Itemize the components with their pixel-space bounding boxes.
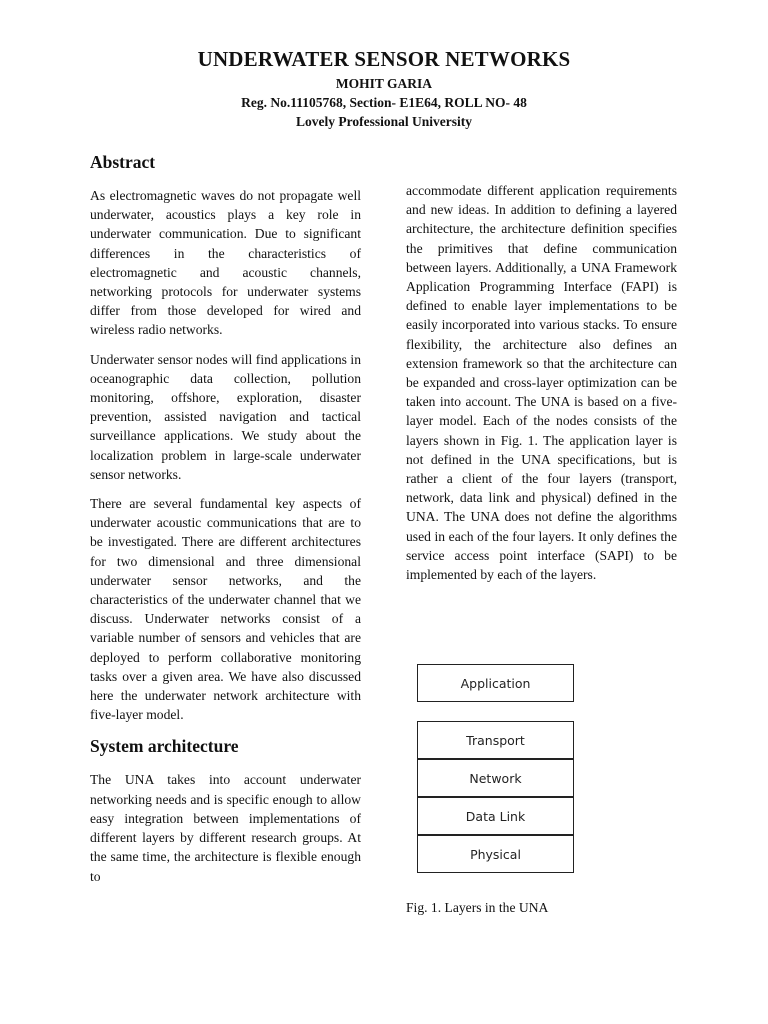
- figure-caption: Fig. 1. Layers in the UNA: [406, 900, 549, 915]
- abstract-paragraph-1: As electromagnetic waves do not propagate well underwater, acoustics plays a key role in underwater communication. Due to significant differences in the characteristics of electromagnetic and acoustic channels, networking protocols for underwater systems differ from those developed for wired and wireless radio networks.: [90, 188, 361, 338]
- layer-data-link: Data Link: [417, 797, 574, 835]
- layer-transport: Transport: [417, 721, 574, 759]
- paper-title: UNDERWATER SENSOR NETWORKS: [197, 47, 571, 71]
- registration-line: Reg. No.11105768, Section- E1E64, ROLL NO- 48: [241, 95, 527, 110]
- university-name: Lovely Professional University: [296, 114, 472, 129]
- system-paragraph-2: accommodate different application requirements and new ideas. In addition to defining a layered architecture, the architecture definition specifies the primitives that define communication between layers. Additionally, a UNA Framework Application Programming Interface (FAPI) is defined to enable layer implementations to be easily incorporated into various stacks. To ensure flexibility, the architecture also defines an extension framework so that the architecture can be expanded and cross-layer optimization can be taken into account. The UNA is based on a five-layer model. Each of the nodes consists of the layers shown in Fig. 1. The application layer is not defined in the UNA specifications, but is rather a client of the four layers (transport, network, data link and physical) defined in the UNA. The UNA does not define the algorithms used in each of the four layers. It only defines the service access point interface (SAPI) to be implemented by each of the layers.: [406, 183, 677, 583]
- layer-physical: Physical: [417, 835, 574, 873]
- system-architecture-heading: System architecture: [90, 736, 239, 757]
- left-column: [90, 150, 361, 896]
- author-name: MOHIT GARIA: [335, 76, 433, 91]
- abstract-paragraph-3: There are several fundamental key aspects of underwater acoustic communications that are to be investigated. There are different architectures for two dimensional and three dimensional underwater sensor networks, and the characteristics of the underwater channel that we discuss. Underwater networks consist of a variable number of sensors and vehicles that are deployed to perform collaborative monitoring tasks over a given area. We have also discussed here the underwater network architecture with five-layer model.: [90, 496, 361, 723]
- layer-network: Network: [417, 759, 574, 797]
- right-column: [406, 181, 677, 594]
- abstract-heading: Abstract: [90, 152, 156, 172]
- abstract-paragraph-2: Underwater sensor nodes will find applications in oceanographic data collection, pollution monitoring, offshore, exploration, disaster prevention, assisted navigation and tactical surveillance applications. We study about the localization problem in large-scale underwater sensor networks.: [90, 351, 361, 482]
- system-paragraph-1: The UNA takes into account underwater networking needs and is specific enough to allow easy integration between implementations of different layers by different research groups. At the same time, the architecture is flexible enough to: [90, 772, 361, 884]
- layer-application: Application: [417, 664, 574, 702]
- paper-header: [0, 44, 768, 131]
